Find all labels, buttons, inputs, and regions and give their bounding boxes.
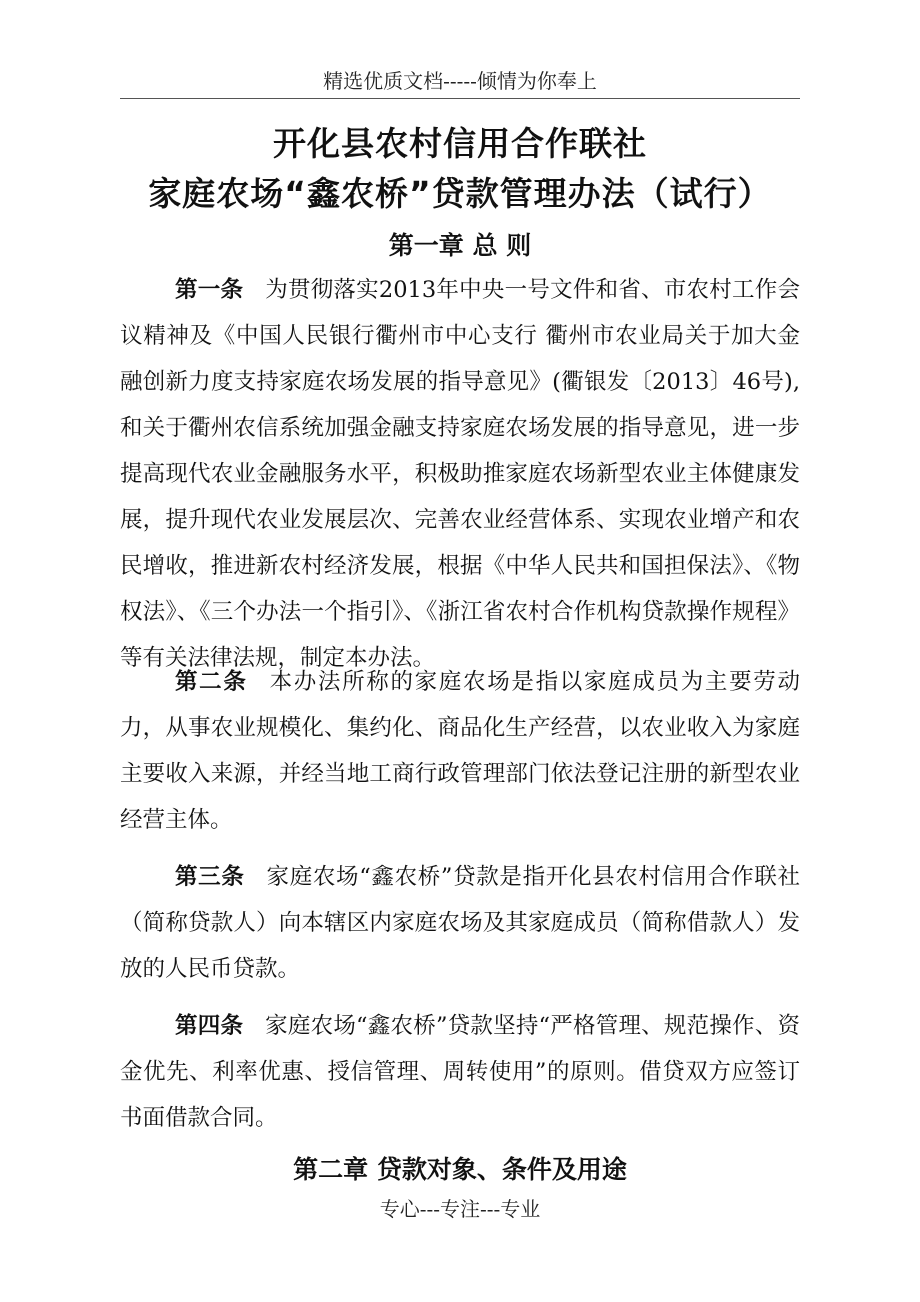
- page-footer: 专心---专注---专业: [379, 1197, 541, 1221]
- article-2: [120, 659, 800, 843]
- article-text: 本办法所称的家庭农场是指以家庭成员为主要劳动力，从事农业规模化、集约化、商品化生产经营，以农业收入为家庭主要收入来源，并经当地工商行政管理部门依法登记注册的新型农业经营主体。: [120, 669, 800, 833]
- article-text: 家庭农场“鑫农桥”贷款坚持“严格管理、规范操作、资金优先、利率优惠、授信管理、周转使用”的原则。借贷双方应签订书面借款合同。: [120, 1013, 800, 1131]
- article-4: [120, 1003, 800, 1141]
- article-text: 家庭农场“鑫农桥”贷款是指开化县农村信用合作联社（简称贷款人）向本辖区内家庭农场及其家庭成员（简称借款人）发放的人民币贷款。: [120, 864, 800, 982]
- page-header: 精选优质文档-----倾情为你奉上: [120, 64, 800, 99]
- article-number: 第三条: [175, 864, 245, 890]
- document-title-line-1: 开化县农村信用合作联社: [273, 124, 647, 163]
- article-number: 第一条: [175, 277, 244, 303]
- chapter-heading-2: 第二章 贷款对象、条件及用途: [293, 1155, 627, 1184]
- article-number: 第二条: [175, 669, 248, 695]
- article-3: [120, 854, 800, 992]
- document-title-line-2: 家庭农场“鑫农桥”贷款管理办法（试行）: [148, 174, 772, 213]
- article-1: [120, 267, 800, 681]
- article-number: 第四条: [175, 1013, 244, 1039]
- article-text: 为贯彻落实2013年中央一号文件和省、市农村工作会议精神及《中国人民银行衢州市中心支行 衢州市农业局关于加大金融创新力度支持家庭农场发展的指导意见》(衢银发〔2013〕46号),和关于衢州农信系统加强金融支持家庭农场发展的指导意见，进一步提高现代农业金融服务水平，积极助推家庭农场新型农业主体健康发展，提升现代农业发展层次、完善农业经营体系、实现农业增产和农民增收，推进新农村经济发展，根据《中华人民共和国担保法》、《物权法》、《三个办法一个指引》、《浙江省农村合作机构贷款操作规程》等有关法律法规，制定本办法。: [120, 277, 800, 671]
- chapter-heading-1: 第一章 总 则: [388, 231, 532, 260]
